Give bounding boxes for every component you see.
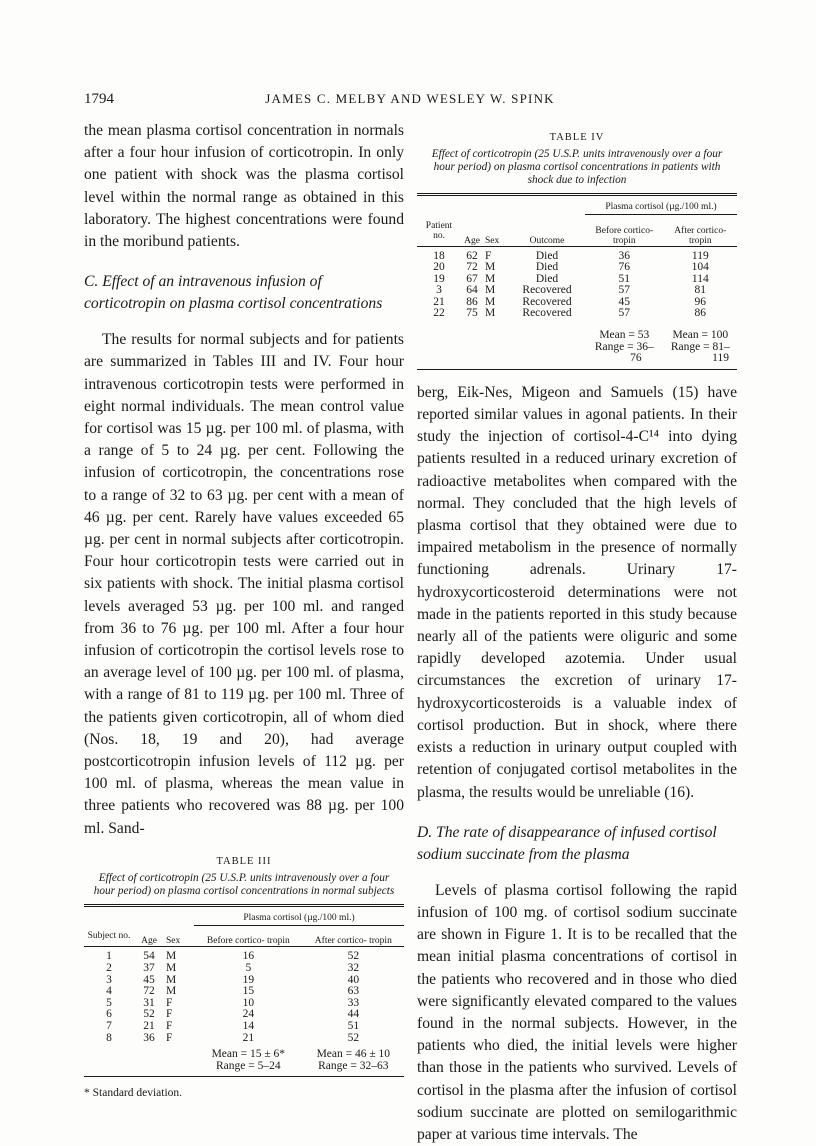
table-row: 3 64 M Recovered 57 81	[436, 284, 707, 297]
table-row: 5 31 F 10 33	[106, 996, 360, 1009]
table-4-col-after: After cortico- tropin	[674, 225, 727, 246]
table-4-range-after: Range = 81–	[670, 340, 730, 353]
table-3-group-header: Plasma cortisol (µg./100 ml.)	[194, 905, 404, 925]
section-c-heading: C. Effect of an intravenous infusion of corticotropin on plasma cortisol concentrations	[84, 273, 383, 313]
table-3-col-sex: Sex	[166, 936, 181, 947]
table-4	[417, 132, 737, 370]
left-paragraph-2: The results for normal subjects and for patients are summarized in Tables III and IV. Four hour intravenous corticotropin tests were performed in eight normal individuals. The mean control value for cortisol was 15 µg. per 100 ml. of plasma, with a range of 5 to 24 µg. per cent. Following the infusion of corticotropin, the concentrations rose to a range of 32 to 63 µg. per cent with a mean of 46 µg. per cent. Rarely have values exceeded 65 µg. per cent in normal subjects after corticotropin. Four hour corticotropin tests were carried out in six patients with shock. The initial plasma cortisol levels averaged 53 µg. per 100 ml. and ranged from 36 to 76 µg. per 100 ml. After a four hour infusion of corticotropin the cortisol levels rose to an average level of 100 µg. per 100 ml. of plasma, with a range of 81 to 119 µg. per 100 ml. Three of the patients given corticotropin, all of whom died (Nos. 18, 19 and 20), had average postcorticotropin infusion levels of 112 µg. per 100 ml. of plasma, whereas the mean value in three patients who recovered was 88 µg. per 100 ml. Sand-	[84, 331, 404, 837]
table-row: 4 72 M 15 63	[106, 985, 360, 998]
table-4-caption: Effect of corticotropin (25 U.S.P. units intravenously over a four hour period) on plasma cortisol concentrations in patients with shock due to infection	[431, 148, 723, 186]
page-header	[84, 91, 736, 111]
table-row: 20 72 M Died 76 104	[433, 261, 709, 274]
table-row: 19 67 M Died 51 114	[433, 272, 709, 285]
table-4-title: TABLE IV	[549, 132, 605, 143]
right-paragraph-1: berg, Eik-Nes, Migeon and Samuels (15) have reported similar values in agonal patients. In their study the injection of cortisol-4-C¹⁴ into dying patients resulted in a reduced urinary excretion of radioactive metabolites when compared with the normal. They concluded that the high levels of plasma cortisol that they obtained were due to impaired metabolism in the presence of normally functioning adrenals. Urinary 17-hydroxycorticosteroid determinations were not made in the patients reported in this study because nearly all of the patients were oliguric and some rapidly developed azotemia. Under usual circumstances the excretion of urinary 17-hydroxycorticosteroids is a valuable index of cortisol production. But in shock, where there exists a reduction in urinary output coupled with retention of conjugated cortisol metabolites in the plasma, the results would be unreliable (16).	[417, 383, 737, 801]
table-4-grid	[417, 193, 737, 370]
table-3	[84, 856, 404, 1099]
table-4-col-before: Before cortico- tropin	[595, 225, 654, 246]
running-head: JAMES C. MELBY AND WESLEY W. SPINK	[265, 91, 555, 106]
table-4-col-patient: Patient no.	[425, 220, 453, 241]
table-4-group-header: Plasma cortisol (µg./100 ml.)	[585, 195, 737, 215]
left-column	[84, 120, 404, 1099]
table-4-mean-after: Mean = 100	[672, 329, 729, 342]
table-3-grid	[84, 904, 404, 1077]
table-row: 1 54 M 16 52	[106, 950, 360, 963]
table-3-title: TABLE III	[216, 855, 272, 867]
table-row: 22 75 M Recovered 57 86	[433, 307, 707, 320]
section-d-heading: D. The rate of disappearance of infused cortisol sodium succinate from the plasma	[417, 823, 717, 863]
table-3-col-age: Age	[141, 936, 157, 947]
table-3-mean-before: Mean = 15 ± 6*	[211, 1048, 286, 1061]
table-3-col-subject: Subject no.	[87, 931, 131, 942]
table-3-caption: Effect of corticotropin (25 U.S.P. units intravenously over a four hour period) on plasma cortisol concentrations in normal subjects	[93, 871, 395, 897]
table-3-col-after: After cortico- tropin	[314, 936, 392, 947]
table-3-mean-after: Mean = 46 ± 10	[316, 1048, 391, 1061]
right-paragraph-2: Levels of plasma cortisol following the rapid infusion of 100 mg. of cortisol sodium succinate are shown in Figure 1. It is to be recalled that the mean initial plasma concentrations of cortisol in the patients who recovered and in those who died were significantly elevated compared to the values found in the normal subjects. However, in the patients who died, the initial levels were higher than those in the patients who survived. Levels of cortisol in the plasma after the infusion of cortisol sodium succinate are plotted on semilogarithmic paper at various time intervals. The	[417, 881, 737, 1143]
table-4-mean-before: Mean = 53	[599, 329, 650, 342]
table-row: 6 52 F 24 44	[106, 1008, 360, 1021]
table-3-range-before: Range = 5–24	[216, 1059, 281, 1072]
table-row: 18 62 F Died 36 119	[433, 249, 709, 262]
table-4-range-before-end: 76	[630, 352, 642, 365]
table-3-range-after: Range = 32–63	[318, 1059, 389, 1072]
table-4-range-before: Range = 36–	[594, 340, 654, 353]
table-4-range-after-end: 119	[712, 352, 729, 365]
table-3-footnote: * Standard deviation.	[84, 1087, 183, 1100]
table-4-col-outcome: Outcome	[529, 235, 565, 246]
left-paragraph-1: the mean plasma cortisol concentration in normals after a four hour infusion of corticotropin. In only one patient with shock was the plasma cortisol level within the normal range as obtained in this laboratory. The highest concentrations were found in the moribund patients.	[84, 122, 404, 251]
table-4-col-age: Age	[464, 235, 480, 246]
table-row: 7 21 F 14 51	[106, 1019, 360, 1032]
table-row: 8 36 F 21 52	[106, 1031, 360, 1044]
table-row: 3 45 M 19 40	[106, 973, 360, 986]
page-number: 1794	[84, 91, 114, 107]
table-4-col-sex: Sex	[485, 235, 500, 246]
right-column	[417, 120, 737, 1146]
table-3-col-before: Before cortico- tropin	[206, 936, 290, 947]
table-row: 2 37 M 5 32	[106, 961, 360, 974]
table-row: 21 86 M Recovered 45 96	[433, 295, 707, 308]
